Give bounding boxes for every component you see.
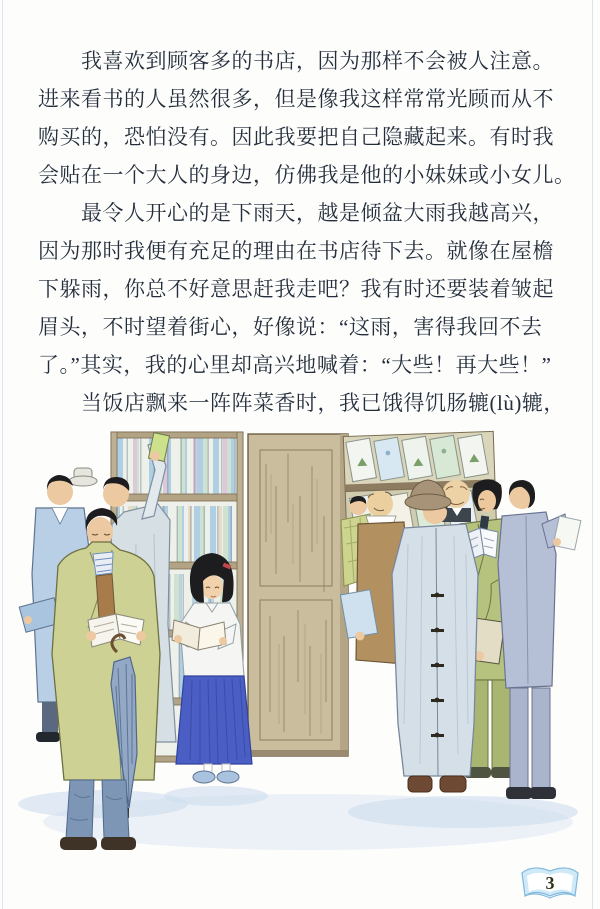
shoe xyxy=(217,771,239,783)
text-line: 了。”其实，我的心里却高兴地喊着：“大些！再大些！” xyxy=(38,353,552,377)
shoe xyxy=(193,771,215,783)
fedora-brim xyxy=(405,494,451,510)
jeans-leg xyxy=(66,780,94,838)
shoe xyxy=(530,787,556,799)
hand xyxy=(24,616,32,624)
hat-man-hint xyxy=(69,468,97,486)
jeans-leg xyxy=(102,780,129,838)
shoe xyxy=(506,787,532,799)
shoe xyxy=(60,837,97,850)
hand xyxy=(86,631,96,641)
page-number: 3 xyxy=(545,873,555,893)
shoe xyxy=(36,732,60,742)
text-line: 当饭店飘来一阵阵菜香时，我已饿得饥肠辘(lù)辘， xyxy=(81,391,565,415)
hand xyxy=(553,538,561,546)
man-grey-suit-reading xyxy=(498,480,581,799)
text-line: 眉头，不时望着街心，好像说：“这雨，害得我回不去 xyxy=(38,315,543,339)
hand xyxy=(356,632,365,641)
brown-vest xyxy=(96,574,115,618)
trouser-leg xyxy=(42,702,58,734)
page-edge-left xyxy=(2,0,3,909)
fedora-hat-icon xyxy=(69,476,97,486)
hand xyxy=(174,635,182,643)
text-line: 因为那时我便有充足的理由在书店待下去。就像在屋檐 xyxy=(38,239,554,263)
text-line: 会贴在一个大人的身边，仿佛我是他的小妹妹或小女儿。 xyxy=(38,163,576,187)
trouser-leg xyxy=(532,688,550,788)
boot xyxy=(440,776,466,792)
page-number-marker xyxy=(518,864,582,906)
text-line: 购买的，恐怕没有。因此我要把自己隐藏起来。有时我 xyxy=(38,125,554,149)
cabinet-base xyxy=(248,750,348,756)
boot xyxy=(408,776,432,792)
trouser-leg xyxy=(492,680,512,768)
robe xyxy=(392,524,478,776)
hand xyxy=(150,451,160,461)
hand xyxy=(136,631,146,641)
wooden-cabinet xyxy=(248,434,348,756)
shoe xyxy=(101,837,136,850)
text-line: 我喜欢到顾客多的书店，因为那样不会被人注意。 xyxy=(81,49,555,73)
bookstore-illustration xyxy=(8,424,593,854)
text-line: 下躲雨，你总不好意思赶我走吧？我有时还要装着皱起 xyxy=(38,277,554,301)
text-line: 最令人开心的是下雨天，越是倾盆大雨我越高兴， xyxy=(81,201,555,225)
trouser-leg xyxy=(510,688,528,788)
hand xyxy=(219,637,227,645)
body-text xyxy=(38,42,576,422)
text-line: 进来看书的人虽然很多，但是像我这样常常光顾而从不 xyxy=(38,87,554,111)
display-books-top xyxy=(346,434,489,482)
